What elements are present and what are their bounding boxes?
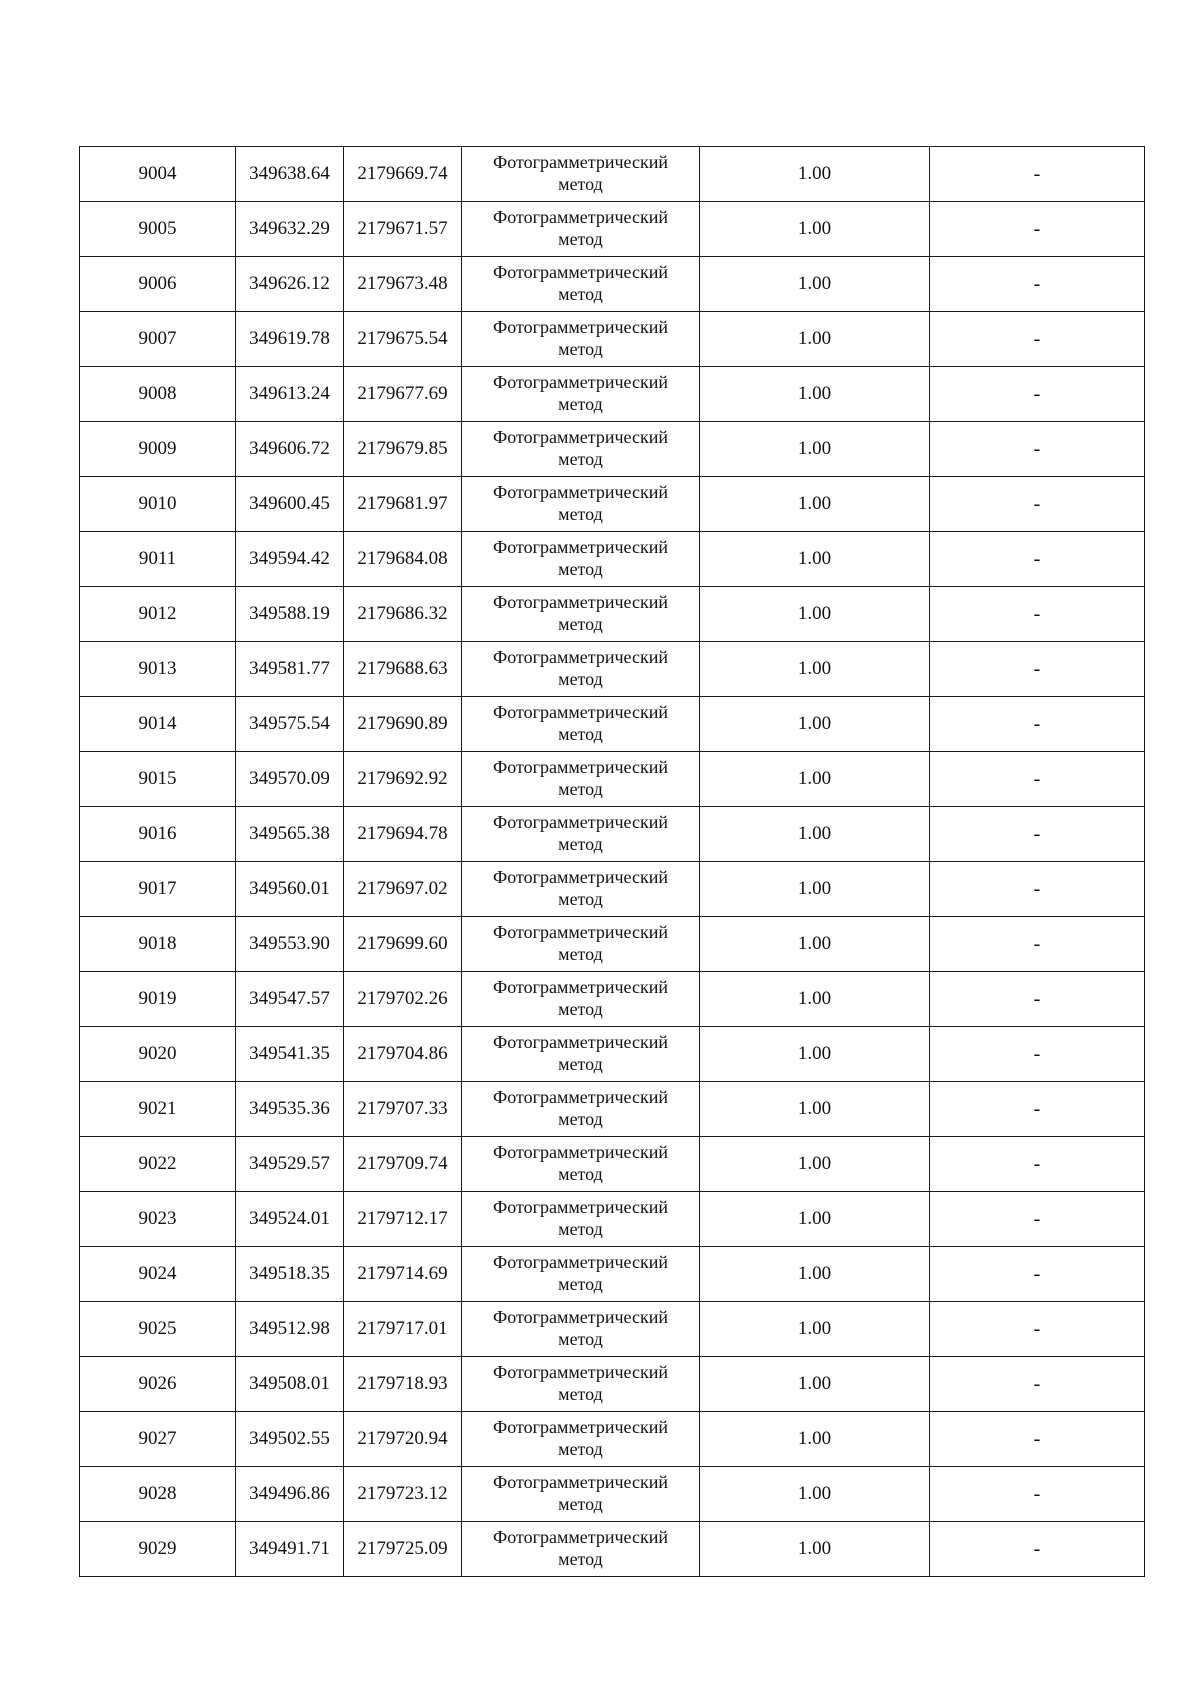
method-line-2: метод (558, 1109, 603, 1129)
x-coordinate-cell: 349594.42 (236, 532, 344, 587)
point-number-cell: 9021 (80, 1082, 236, 1137)
note-cell: - (930, 697, 1145, 752)
method-line-1: Фотограмметрический (493, 1527, 668, 1547)
accuracy-cell: 1.00 (700, 1082, 930, 1137)
table-row (80, 642, 1145, 697)
point-number-cell: 9016 (80, 807, 236, 862)
x-coordinate-cell: 349560.01 (236, 862, 344, 917)
x-coordinate-cell: 349638.64 (236, 147, 344, 202)
method-cell (462, 257, 700, 312)
method-cell (462, 422, 700, 477)
method-line-2: метод (558, 1164, 603, 1184)
x-coordinate-cell: 349575.54 (236, 697, 344, 752)
point-number-cell: 9027 (80, 1412, 236, 1467)
point-number-cell: 9014 (80, 697, 236, 752)
x-coordinate-cell: 349600.45 (236, 477, 344, 532)
note-cell: - (930, 1357, 1145, 1412)
method-cell (462, 1137, 700, 1192)
method-line-1: Фотограмметрический (493, 1142, 668, 1162)
note-cell: - (930, 367, 1145, 422)
method-cell (462, 917, 700, 972)
method-cell (462, 1412, 700, 1467)
method-line-1: Фотограмметрический (493, 1197, 668, 1217)
x-coordinate-cell: 349619.78 (236, 312, 344, 367)
y-coordinate-cell: 2179673.48 (344, 257, 462, 312)
note-cell: - (930, 257, 1145, 312)
method-cell (462, 367, 700, 422)
y-coordinate-cell: 2179671.57 (344, 202, 462, 257)
method-line-2: метод (558, 889, 603, 909)
method-line-2: метод (558, 1494, 603, 1514)
y-coordinate-cell: 2179725.09 (344, 1522, 462, 1577)
accuracy-cell: 1.00 (700, 422, 930, 477)
y-coordinate-cell: 2179669.74 (344, 147, 462, 202)
method-line-1: Фотограмметрический (493, 1252, 668, 1272)
method-cell (462, 1082, 700, 1137)
method-line-2: метод (558, 339, 603, 359)
method-cell (462, 1302, 700, 1357)
accuracy-cell: 1.00 (700, 1357, 930, 1412)
point-number-cell: 9010 (80, 477, 236, 532)
method-cell (462, 1467, 700, 1522)
accuracy-cell: 1.00 (700, 1027, 930, 1082)
table-row (80, 477, 1145, 532)
point-number-cell: 9006 (80, 257, 236, 312)
method-line-1: Фотограмметрический (493, 647, 668, 667)
method-line-1: Фотограмметрический (493, 977, 668, 997)
method-line-1: Фотограмметрический (493, 1472, 668, 1492)
method-line-2: метод (558, 394, 603, 414)
note-cell: - (930, 147, 1145, 202)
note-cell: - (930, 202, 1145, 257)
x-coordinate-cell: 349535.36 (236, 1082, 344, 1137)
point-number-cell: 9028 (80, 1467, 236, 1522)
coordinates-table (79, 146, 1145, 1577)
point-number-cell: 9023 (80, 1192, 236, 1247)
method-line-1: Фотограмметрический (493, 207, 668, 227)
method-cell (462, 312, 700, 367)
y-coordinate-cell: 2179694.78 (344, 807, 462, 862)
method-line-2: метод (558, 504, 603, 524)
x-coordinate-cell: 349626.12 (236, 257, 344, 312)
method-line-2: метод (558, 834, 603, 854)
method-cell (462, 807, 700, 862)
y-coordinate-cell: 2179723.12 (344, 1467, 462, 1522)
point-number-cell: 9015 (80, 752, 236, 807)
note-cell: - (930, 1412, 1145, 1467)
accuracy-cell: 1.00 (700, 367, 930, 422)
point-number-cell: 9025 (80, 1302, 236, 1357)
accuracy-cell: 1.00 (700, 862, 930, 917)
point-number-cell: 9012 (80, 587, 236, 642)
table-body (80, 147, 1145, 1577)
point-number-cell: 9026 (80, 1357, 236, 1412)
table-row (80, 807, 1145, 862)
method-line-1: Фотограмметрический (493, 537, 668, 557)
accuracy-cell: 1.00 (700, 147, 930, 202)
x-coordinate-cell: 349502.55 (236, 1412, 344, 1467)
accuracy-cell: 1.00 (700, 532, 930, 587)
accuracy-cell: 1.00 (700, 1137, 930, 1192)
method-line-2: метод (558, 449, 603, 469)
accuracy-cell: 1.00 (700, 202, 930, 257)
method-line-1: Фотограмметрический (493, 1032, 668, 1052)
method-line-2: метод (558, 1219, 603, 1239)
note-cell: - (930, 862, 1145, 917)
x-coordinate-cell: 349581.77 (236, 642, 344, 697)
note-cell: - (930, 1247, 1145, 1302)
accuracy-cell: 1.00 (700, 917, 930, 972)
method-cell (462, 477, 700, 532)
note-cell: - (930, 1082, 1145, 1137)
method-line-1: Фотограмметрический (493, 1362, 668, 1382)
note-cell: - (930, 587, 1145, 642)
method-line-2: метод (558, 1054, 603, 1074)
point-number-cell: 9022 (80, 1137, 236, 1192)
note-cell: - (930, 1027, 1145, 1082)
x-coordinate-cell: 349547.57 (236, 972, 344, 1027)
method-cell (462, 642, 700, 697)
method-line-1: Фотограмметрический (493, 1307, 668, 1327)
x-coordinate-cell: 349632.29 (236, 202, 344, 257)
y-coordinate-cell: 2179720.94 (344, 1412, 462, 1467)
x-coordinate-cell: 349524.01 (236, 1192, 344, 1247)
note-cell: - (930, 642, 1145, 697)
table-row (80, 147, 1145, 202)
method-line-1: Фотограмметрический (493, 482, 668, 502)
y-coordinate-cell: 2179712.17 (344, 1192, 462, 1247)
y-coordinate-cell: 2179675.54 (344, 312, 462, 367)
method-line-2: метод (558, 229, 603, 249)
method-line-2: метод (558, 944, 603, 964)
table-row (80, 1192, 1145, 1247)
note-cell: - (930, 1192, 1145, 1247)
method-cell (462, 587, 700, 642)
method-cell (462, 1357, 700, 1412)
accuracy-cell: 1.00 (700, 1412, 930, 1467)
y-coordinate-cell: 2179702.26 (344, 972, 462, 1027)
point-number-cell: 9009 (80, 422, 236, 477)
method-cell (462, 1027, 700, 1082)
x-coordinate-cell: 349518.35 (236, 1247, 344, 1302)
point-number-cell: 9020 (80, 1027, 236, 1082)
point-number-cell: 9005 (80, 202, 236, 257)
table-row (80, 1467, 1145, 1522)
accuracy-cell: 1.00 (700, 642, 930, 697)
note-cell: - (930, 477, 1145, 532)
method-line-2: метод (558, 1549, 603, 1569)
method-cell (462, 1247, 700, 1302)
y-coordinate-cell: 2179686.32 (344, 587, 462, 642)
accuracy-cell: 1.00 (700, 257, 930, 312)
x-coordinate-cell: 349606.72 (236, 422, 344, 477)
method-line-1: Фотограмметрический (493, 317, 668, 337)
note-cell: - (930, 422, 1145, 477)
table-row (80, 532, 1145, 587)
table-row (80, 972, 1145, 1027)
table-row (80, 257, 1145, 312)
point-number-cell: 9018 (80, 917, 236, 972)
y-coordinate-cell: 2179714.69 (344, 1247, 462, 1302)
method-cell (462, 532, 700, 587)
method-line-2: метод (558, 1329, 603, 1349)
table-row (80, 422, 1145, 477)
method-line-1: Фотограмметрический (493, 1087, 668, 1107)
method-line-2: метод (558, 669, 603, 689)
y-coordinate-cell: 2179718.93 (344, 1357, 462, 1412)
note-cell: - (930, 532, 1145, 587)
table-row (80, 1082, 1145, 1137)
table-row (80, 312, 1145, 367)
table-row (80, 587, 1145, 642)
point-number-cell: 9019 (80, 972, 236, 1027)
method-line-2: метод (558, 779, 603, 799)
method-line-2: метод (558, 174, 603, 194)
method-line-1: Фотограмметрический (493, 812, 668, 832)
method-line-1: Фотограмметрический (493, 152, 668, 172)
x-coordinate-cell: 349565.38 (236, 807, 344, 862)
table-row (80, 1412, 1145, 1467)
note-cell: - (930, 752, 1145, 807)
method-line-1: Фотограмметрический (493, 372, 668, 392)
y-coordinate-cell: 2179707.33 (344, 1082, 462, 1137)
accuracy-cell: 1.00 (700, 587, 930, 642)
method-line-1: Фотограмметрический (493, 262, 668, 282)
x-coordinate-cell: 349496.86 (236, 1467, 344, 1522)
accuracy-cell: 1.00 (700, 752, 930, 807)
table-row (80, 697, 1145, 752)
table-row (80, 1522, 1145, 1577)
x-coordinate-cell: 349553.90 (236, 917, 344, 972)
table-row (80, 202, 1145, 257)
point-number-cell: 9017 (80, 862, 236, 917)
accuracy-cell: 1.00 (700, 972, 930, 1027)
table-row (80, 917, 1145, 972)
y-coordinate-cell: 2179684.08 (344, 532, 462, 587)
y-coordinate-cell: 2179709.74 (344, 1137, 462, 1192)
method-cell (462, 972, 700, 1027)
note-cell: - (930, 1467, 1145, 1522)
method-line-1: Фотограмметрический (493, 427, 668, 447)
note-cell: - (930, 1137, 1145, 1192)
accuracy-cell: 1.00 (700, 312, 930, 367)
x-coordinate-cell: 349508.01 (236, 1357, 344, 1412)
y-coordinate-cell: 2179699.60 (344, 917, 462, 972)
method-cell (462, 1192, 700, 1247)
table-row (80, 1247, 1145, 1302)
table-row (80, 1357, 1145, 1412)
note-cell: - (930, 917, 1145, 972)
method-line-2: метод (558, 559, 603, 579)
method-cell (462, 1522, 700, 1577)
method-line-2: метод (558, 724, 603, 744)
x-coordinate-cell: 349541.35 (236, 1027, 344, 1082)
method-line-1: Фотограмметрический (493, 757, 668, 777)
accuracy-cell: 1.00 (700, 1247, 930, 1302)
note-cell: - (930, 312, 1145, 367)
accuracy-cell: 1.00 (700, 1192, 930, 1247)
y-coordinate-cell: 2179688.63 (344, 642, 462, 697)
table-row (80, 367, 1145, 422)
method-line-1: Фотограмметрический (493, 922, 668, 942)
method-cell (462, 752, 700, 807)
table-row (80, 862, 1145, 917)
note-cell: - (930, 972, 1145, 1027)
method-cell (462, 697, 700, 752)
method-line-1: Фотограмметрический (493, 867, 668, 887)
method-line-1: Фотограмметрический (493, 592, 668, 612)
method-cell (462, 147, 700, 202)
x-coordinate-cell: 349613.24 (236, 367, 344, 422)
method-cell (462, 862, 700, 917)
y-coordinate-cell: 2179704.86 (344, 1027, 462, 1082)
point-number-cell: 9011 (80, 532, 236, 587)
x-coordinate-cell: 349570.09 (236, 752, 344, 807)
y-coordinate-cell: 2179679.85 (344, 422, 462, 477)
table-row (80, 752, 1145, 807)
method-cell (462, 202, 700, 257)
table-row (80, 1302, 1145, 1357)
note-cell: - (930, 1302, 1145, 1357)
method-line-2: метод (558, 1384, 603, 1404)
method-line-1: Фотограмметрический (493, 702, 668, 722)
x-coordinate-cell: 349512.98 (236, 1302, 344, 1357)
table-row (80, 1137, 1145, 1192)
y-coordinate-cell: 2179717.01 (344, 1302, 462, 1357)
y-coordinate-cell: 2179690.89 (344, 697, 462, 752)
point-number-cell: 9024 (80, 1247, 236, 1302)
accuracy-cell: 1.00 (700, 1302, 930, 1357)
x-coordinate-cell: 349588.19 (236, 587, 344, 642)
point-number-cell: 9004 (80, 147, 236, 202)
accuracy-cell: 1.00 (700, 697, 930, 752)
accuracy-cell: 1.00 (700, 807, 930, 862)
method-line-2: метод (558, 1439, 603, 1459)
note-cell: - (930, 1522, 1145, 1577)
y-coordinate-cell: 2179697.02 (344, 862, 462, 917)
point-number-cell: 9029 (80, 1522, 236, 1577)
y-coordinate-cell: 2179681.97 (344, 477, 462, 532)
point-number-cell: 9007 (80, 312, 236, 367)
note-cell: - (930, 807, 1145, 862)
point-number-cell: 9008 (80, 367, 236, 422)
method-line-2: метод (558, 614, 603, 634)
x-coordinate-cell: 349491.71 (236, 1522, 344, 1577)
method-line-2: метод (558, 999, 603, 1019)
accuracy-cell: 1.00 (700, 1522, 930, 1577)
method-line-2: метод (558, 1274, 603, 1294)
x-coordinate-cell: 349529.57 (236, 1137, 344, 1192)
method-line-1: Фотограмметрический (493, 1417, 668, 1437)
point-number-cell: 9013 (80, 642, 236, 697)
table-row (80, 1027, 1145, 1082)
y-coordinate-cell: 2179677.69 (344, 367, 462, 422)
accuracy-cell: 1.00 (700, 1467, 930, 1522)
y-coordinate-cell: 2179692.92 (344, 752, 462, 807)
accuracy-cell: 1.00 (700, 477, 930, 532)
method-line-2: метод (558, 284, 603, 304)
